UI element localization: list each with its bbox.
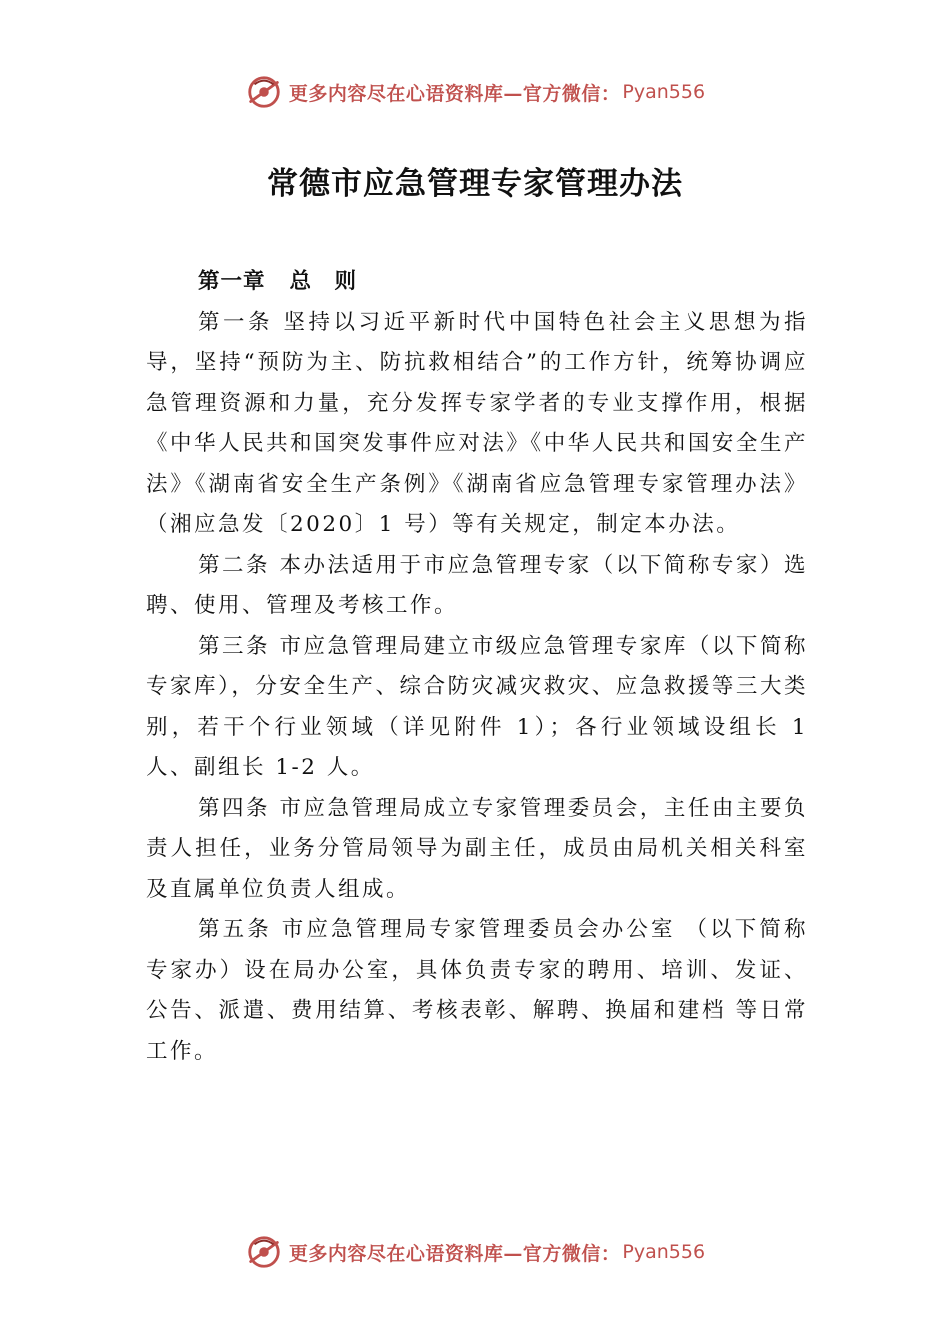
banner-text: 更多内容尽在心语资料库—官方微信：: [288, 1242, 621, 1265]
article-text: 市应急管理局建立市级应急管理专家库（以下简称专家库），分安全生产、综合防灾减灾救灾、应急救援等三大类别，若干个行业领域（详见附件 1）；各行业领域设组长 1 人、副组长 1-2 人。: [146, 633, 808, 780]
article-paragraph: [146, 789, 808, 911]
article-text: 市应急管理局专家管理委员会办公室 （以下简称专家办）设在局办公室，具体负责专家的聘用、培训、发证、公告、派遣、费用结算、考核表彰、解聘、换届和建档 等日常工作。: [146, 917, 808, 1064]
footer-watermark-banner: [0, 1230, 950, 1274]
article-text: 本办法适用于市应急管理专家（以下简称专家）选聘、使用、管理及考核工作。: [146, 552, 808, 618]
article-paragraph: [146, 910, 808, 1072]
article-text: 坚持以习近平新时代中国特色社会主义思想为指导，坚持“预防为主、防抗救相结合”的工作方针，统筹协调应急管理资源和力量，充分发挥专家学者的专业支撑作用，根据《中华人民共和国突发事件应对法》《中华人民共和国安全生产法》《湖南省安全生产条例》《湖南省应急管理专家管理办法》（湘应急发〔2020〕1 号）等有关规定，制定本办法。: [146, 309, 808, 537]
article-label: 第三条: [198, 633, 271, 659]
brand-logo-icon: [245, 1233, 283, 1271]
article-paragraph: [146, 303, 808, 546]
banner-wechat-id: Pyan556: [622, 1241, 706, 1263]
chapter-label: 第一章: [198, 269, 266, 294]
chapter-name: 总 则: [289, 269, 358, 294]
article-label: 第四条: [198, 795, 271, 821]
banner-text: 更多内容尽在心语资料库—官方微信：: [288, 82, 621, 105]
article-label: 第五条: [198, 917, 272, 942]
document-title: 常德市应急管理专家管理办法: [267, 166, 683, 202]
article-label: 第二条: [198, 552, 271, 578]
article-text: 市应急管理局成立专家管理委员会，主任由主要负责人担任，业务分管局领导为副主任，成员由局机关相关科室及直属单位负责人组成。: [146, 795, 808, 902]
banner-wechat-id: Pyan556: [622, 81, 706, 103]
header-watermark-banner: [0, 70, 950, 114]
brand-logo-icon: [245, 73, 283, 111]
chapter-heading: [146, 262, 808, 303]
article-paragraph: [146, 546, 808, 627]
article-label: 第一条: [198, 309, 274, 335]
article-paragraph: [146, 627, 808, 789]
document-body: [146, 262, 808, 1072]
